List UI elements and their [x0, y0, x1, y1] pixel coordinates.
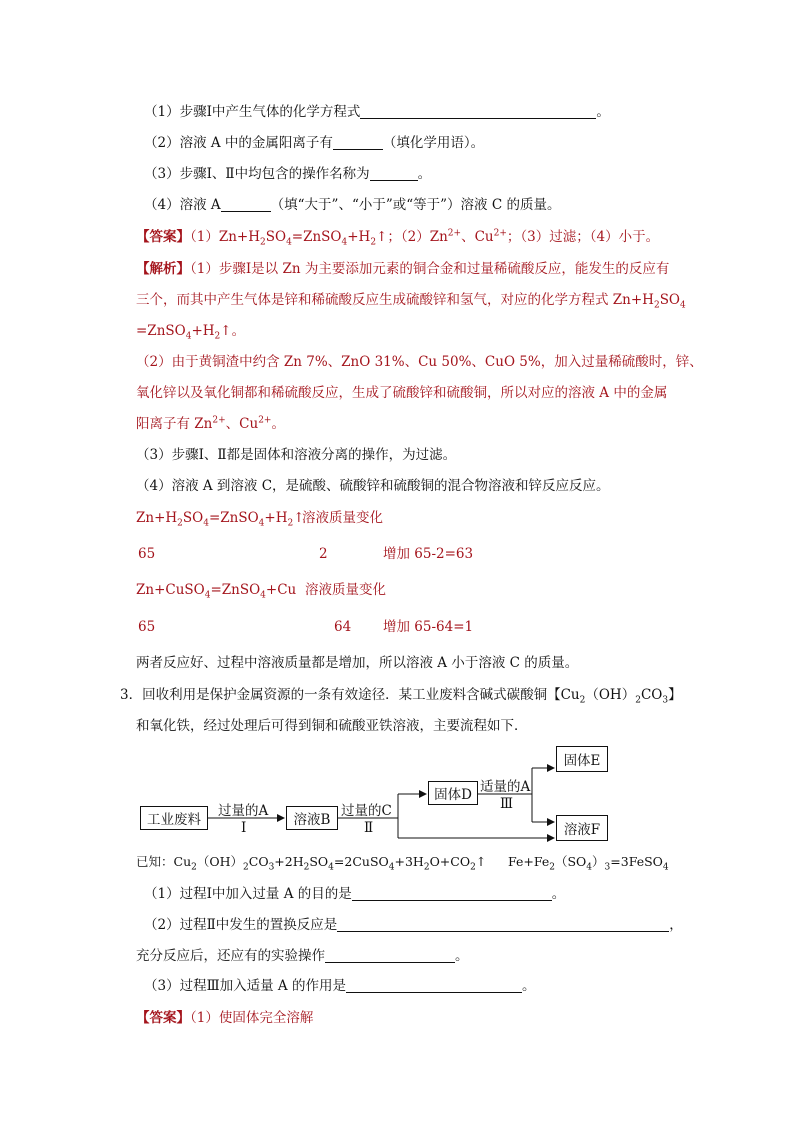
increase-value: 增加 65-64=1: [383, 619, 474, 635]
eq-text: +2H: [274, 854, 304, 869]
eq-text: Zn+H: [136, 510, 178, 526]
eq-text: SO: [182, 510, 204, 526]
eq-text: Zn+CuSO: [136, 582, 205, 598]
sub: 2: [370, 237, 377, 248]
sub: 2: [635, 695, 641, 706]
q3-sub2: [144, 916, 683, 934]
analysis-text: ↑。: [220, 323, 246, 339]
eq-text: ↑: [475, 854, 487, 869]
q2-sub2-text: （2）溶液 A 中的金属阳离子有: [144, 135, 333, 151]
sub: 2: [191, 862, 197, 873]
sub: 2: [579, 695, 586, 706]
sub: 2: [423, 862, 430, 873]
answer-text: =ZnSO: [291, 229, 342, 245]
q3-text: 】: [668, 687, 682, 703]
sub: 4: [680, 300, 686, 311]
eq-text: +3H: [394, 854, 424, 869]
known-equation-1: [136, 853, 486, 871]
q3-sub3: [144, 977, 535, 995]
ratio-value: 65: [138, 546, 156, 562]
solid-d-box: 固体D: [428, 781, 478, 805]
q3-intro-2: 和氧化铁，经过处理后可得到铜和硫酸亚铁溶液，主要流程如下．: [136, 718, 528, 734]
q3-sub1: [144, 885, 565, 903]
q3-sub3-text: （3）过程Ⅲ加入适量 A 的作用是: [144, 978, 346, 994]
sub: 4: [204, 590, 211, 601]
solid-e-box: 固体E: [556, 746, 608, 772]
mass-change-label-1: 溶液质量变化: [302, 510, 383, 526]
analysis-text: =ZnSO: [136, 323, 186, 339]
known-equation-2: [508, 853, 669, 871]
q3-sub1-end: 。: [551, 886, 566, 902]
answer-blank[interactable]: [325, 948, 455, 963]
mass-change-label-2: 溶液质量变化: [305, 582, 386, 598]
answer-text: （1）Zn+H: [190, 229, 260, 245]
increase-value: 增加 65-2=63: [383, 546, 474, 562]
analysis-text: 阳离子有 Zn: [136, 416, 213, 432]
sub: 2: [214, 331, 221, 342]
sup: 2+: [258, 415, 272, 426]
sub: 3: [268, 862, 275, 873]
sub: 2: [260, 237, 266, 248]
answer-text: SO: [265, 229, 287, 245]
solution-b-box: 溶液B: [286, 806, 338, 830]
analysis-text: 三个，而其中产生气体是锌和稀硫酸反应生成硫酸锌和氢气，对应的化学方程式 Zn+H: [136, 292, 654, 308]
sub: 4: [662, 862, 669, 873]
sup: 2+: [212, 415, 226, 426]
sub: 3: [662, 695, 669, 706]
answer-text: +H: [347, 229, 371, 245]
ratio-value: 64: [334, 619, 352, 635]
sub: 3: [604, 862, 611, 873]
analysis-text: （4）溶液 A 到溶液 C，是硫酸、硫酸锌和硫酸铜的混合物溶液和锌反应反应。: [136, 478, 610, 494]
analysis-text: （2）由于黄铜渣中约含 Zn 7%、ZnO 31%、Cu 50%、CuO 5%，加入过量稀硫酸时，锌、: [136, 354, 703, 370]
analysis-text: +H: [191, 323, 215, 339]
sub: 4: [586, 862, 593, 873]
q2-sub4-text-end: （填“大于”、“小于”或“等于”）溶液 C 的质量。: [270, 197, 561, 213]
sub: 4: [203, 518, 209, 529]
arrow-2-label: 过量的C: [341, 803, 392, 819]
analysis-text: 氧化锌以及氧化铜都和稀硫酸反应，生成了硫酸锌和硫酸铜，所以对应的溶液 A 中的金属: [136, 385, 668, 401]
eq-text: +Cu: [265, 582, 297, 598]
sub: 4: [388, 862, 395, 873]
sub: 2: [303, 862, 310, 873]
eq-text: +H: [264, 510, 288, 526]
q2-sub1-text: （1）步骤Ⅰ中产生气体的化学方程式: [144, 104, 361, 120]
q2-sub4-text: （4）溶液 A: [144, 197, 221, 213]
eq-text: 已知：Cu: [136, 854, 192, 869]
eq-text: =3FeSO: [610, 854, 663, 869]
q3-sub2-text: （2）过程Ⅱ中发生的置换反应是: [144, 917, 338, 933]
q2-sub3-end: 。: [417, 166, 432, 182]
sub: 2: [549, 862, 555, 873]
answer-blank[interactable]: [352, 886, 552, 901]
arrow-2-step: Ⅱ: [364, 820, 374, 836]
eq-text: =2CuSO: [333, 854, 389, 869]
answer-text: 、Cu: [461, 229, 494, 245]
industrial-waste-box: 工业废料: [140, 806, 208, 830]
q3-sub2-end: ，: [669, 917, 683, 933]
sub: 2: [287, 518, 294, 529]
answer-tag: 【答案】: [136, 1010, 190, 1026]
analysis-text: （3）步骤Ⅰ、Ⅱ都是固体和溶液分离的操作，为过滤。: [136, 447, 457, 463]
sub: 2: [243, 862, 249, 873]
eq-text: ↑: [293, 510, 305, 526]
sub: 2: [177, 518, 183, 529]
eq-text: （SO: [554, 854, 587, 869]
analysis-text: 。: [271, 416, 285, 432]
sup: 2+: [493, 228, 507, 239]
eq-text: =ZnSO: [208, 510, 259, 526]
q3-text: CO: [640, 687, 663, 703]
eq-text: =ZnSO: [210, 582, 261, 598]
sub: 2: [470, 862, 476, 873]
sub: 4: [258, 518, 265, 529]
ratio-value: 2: [319, 546, 328, 562]
eq-text: （OH）: [196, 854, 244, 869]
answer-text: ↑；（2）Zn: [376, 229, 448, 245]
sub: 4: [185, 331, 192, 342]
arrow-1-step: Ⅰ: [241, 820, 247, 836]
analysis-conclusion: 两者反应好、过程中溶液质量都是增加，所以溶液 A 小于溶液 C 的质量。: [136, 655, 579, 671]
q3-sub2b-text: 充分反应后，还应有的实验操作: [136, 948, 325, 964]
analysis-text: （1）步骤Ⅰ是以 Zn 为主要添加元素的铜合金和过量稀硫酸反应，能发生的反应有: [190, 261, 670, 277]
eq-text: Fe+Fe: [508, 854, 550, 869]
arrow-1-label: 过量的A: [218, 803, 269, 819]
sub: 4: [341, 237, 348, 248]
analysis-tag: 【解析】: [136, 261, 190, 277]
sub: 4: [328, 862, 334, 873]
q2-sub2-text-end: （填化学用语）。: [382, 135, 485, 151]
answer-blank[interactable]: [346, 978, 522, 993]
q3-sub2b-end: 。: [455, 948, 469, 964]
q2-sub1-end: 。: [596, 104, 610, 120]
q3-sub2-cont: [136, 947, 469, 965]
eq-text: SO: [309, 854, 329, 869]
q3-sub1-text: （1）过程Ⅰ中加入过量 A 的目的是: [144, 886, 352, 902]
sup: 2+: [447, 228, 462, 239]
eq-text: CO: [248, 854, 269, 869]
arrow-3-label: 适量的A: [480, 779, 531, 795]
answer-line-q3: [136, 1009, 313, 1027]
analysis-text: SO: [659, 292, 681, 308]
answer-blank[interactable]: [337, 917, 669, 932]
q3-sub3-end: 。: [521, 978, 536, 994]
q3-text: （OH）: [585, 687, 636, 703]
sub: 4: [286, 237, 292, 248]
eq-text: ）: [592, 854, 605, 869]
answer-text: （1）使固体完全溶解: [190, 1010, 314, 1026]
eq-text: O+CO: [429, 854, 471, 869]
analysis-text: 、Cu: [225, 416, 259, 432]
q3-text: 3．回收利用是保护金属资源的一条有效途径．某工业废料含碱式碳酸铜【Cu: [120, 687, 580, 703]
ratio-value: 65: [138, 619, 156, 635]
sub: 4: [260, 590, 266, 601]
sub: 2: [653, 300, 660, 311]
arrow-3-step: Ⅲ: [500, 796, 514, 812]
solution-f-box: 溶液F: [556, 815, 608, 841]
q2-sub3-text: （3）步骤Ⅰ、Ⅱ中均包含的操作名称为: [144, 166, 370, 182]
answer-text: ；（3）过滤；（4）小于。: [506, 229, 660, 245]
answer-tag: 【答案】: [136, 229, 190, 245]
